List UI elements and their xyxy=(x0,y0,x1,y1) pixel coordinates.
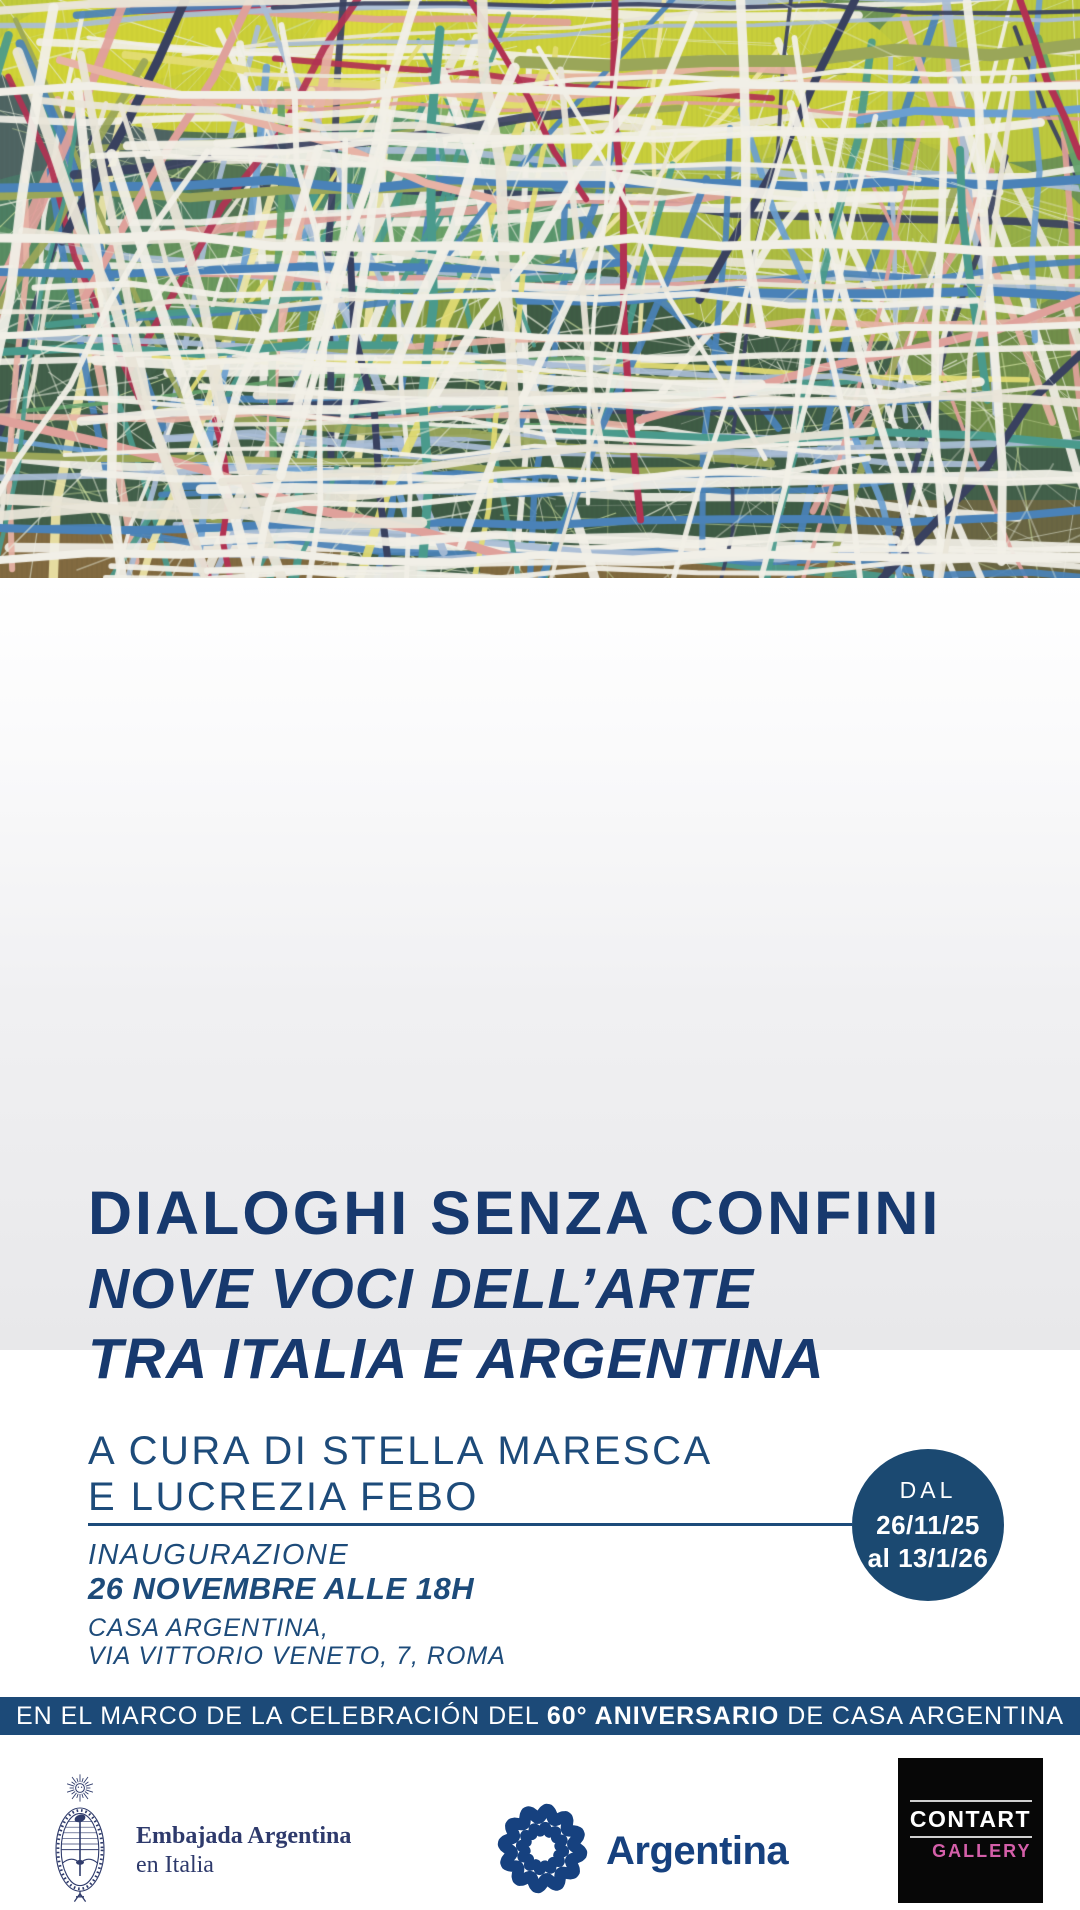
string-art-painting xyxy=(0,0,1080,578)
exhibition-artwork xyxy=(0,0,1080,578)
exhibition-subtitle-line1: NOVE VOCI DELL’ARTE xyxy=(88,1257,755,1321)
gallery-name: CONTART xyxy=(909,1805,1032,1832)
poster-body xyxy=(0,578,1080,1878)
argentina-wordmark: Argentina xyxy=(606,1829,789,1873)
contart-gallery-logo xyxy=(898,1758,1043,1903)
gallery-logo-bottom-bar xyxy=(910,1836,1032,1838)
gallery-logo-top-bar xyxy=(910,1800,1032,1802)
badge-prefix: DAL xyxy=(899,1476,957,1503)
curator-line2: E LUCREZIA FEBO xyxy=(88,1475,479,1519)
banner-text-suffix: DE CASA ARGENTINA xyxy=(779,1701,1065,1730)
dates-badge xyxy=(852,1449,1004,1601)
embassy-logo-text xyxy=(136,1822,351,1880)
anniversary-banner xyxy=(0,1697,1080,1735)
inauguration-date: 26 NOVEMBRE ALLE 18H xyxy=(88,1571,475,1606)
embassy-name: Embajada Argentina xyxy=(136,1823,352,1849)
banner-text-prefix: EN EL MARCO DE LA CELEBRACIÓN DEL xyxy=(15,1701,547,1730)
curator-line1: A CURA DI STELLA MARESCA xyxy=(88,1429,713,1473)
venue-address: VIA VITTORIO VENETO, 7, ROMA xyxy=(88,1642,506,1670)
inauguration-label: INAUGURAZIONE xyxy=(88,1539,350,1571)
exhibition-title: DIALOGHI SENZA CONFINI xyxy=(88,1179,942,1247)
gallery-sub-label: GALLERY xyxy=(932,1840,1032,1861)
banner-text-highlight: 60° ANIVERSARIO xyxy=(546,1701,780,1730)
exhibition-subtitle-line2: TRA ITALIA E ARGENTINA xyxy=(88,1327,825,1391)
embassy-location: en Italia xyxy=(136,1852,214,1878)
argentine-coat-of-arms-icon xyxy=(40,1770,120,1910)
badge-date-start: 26/11/25 xyxy=(876,1509,980,1540)
venue-name: CASA ARGENTINA, xyxy=(88,1614,329,1642)
divider-line xyxy=(88,1523,852,1526)
argentina-rosette-icon xyxy=(494,1800,591,1897)
badge-date-end: al 13/1/26 xyxy=(867,1542,989,1573)
